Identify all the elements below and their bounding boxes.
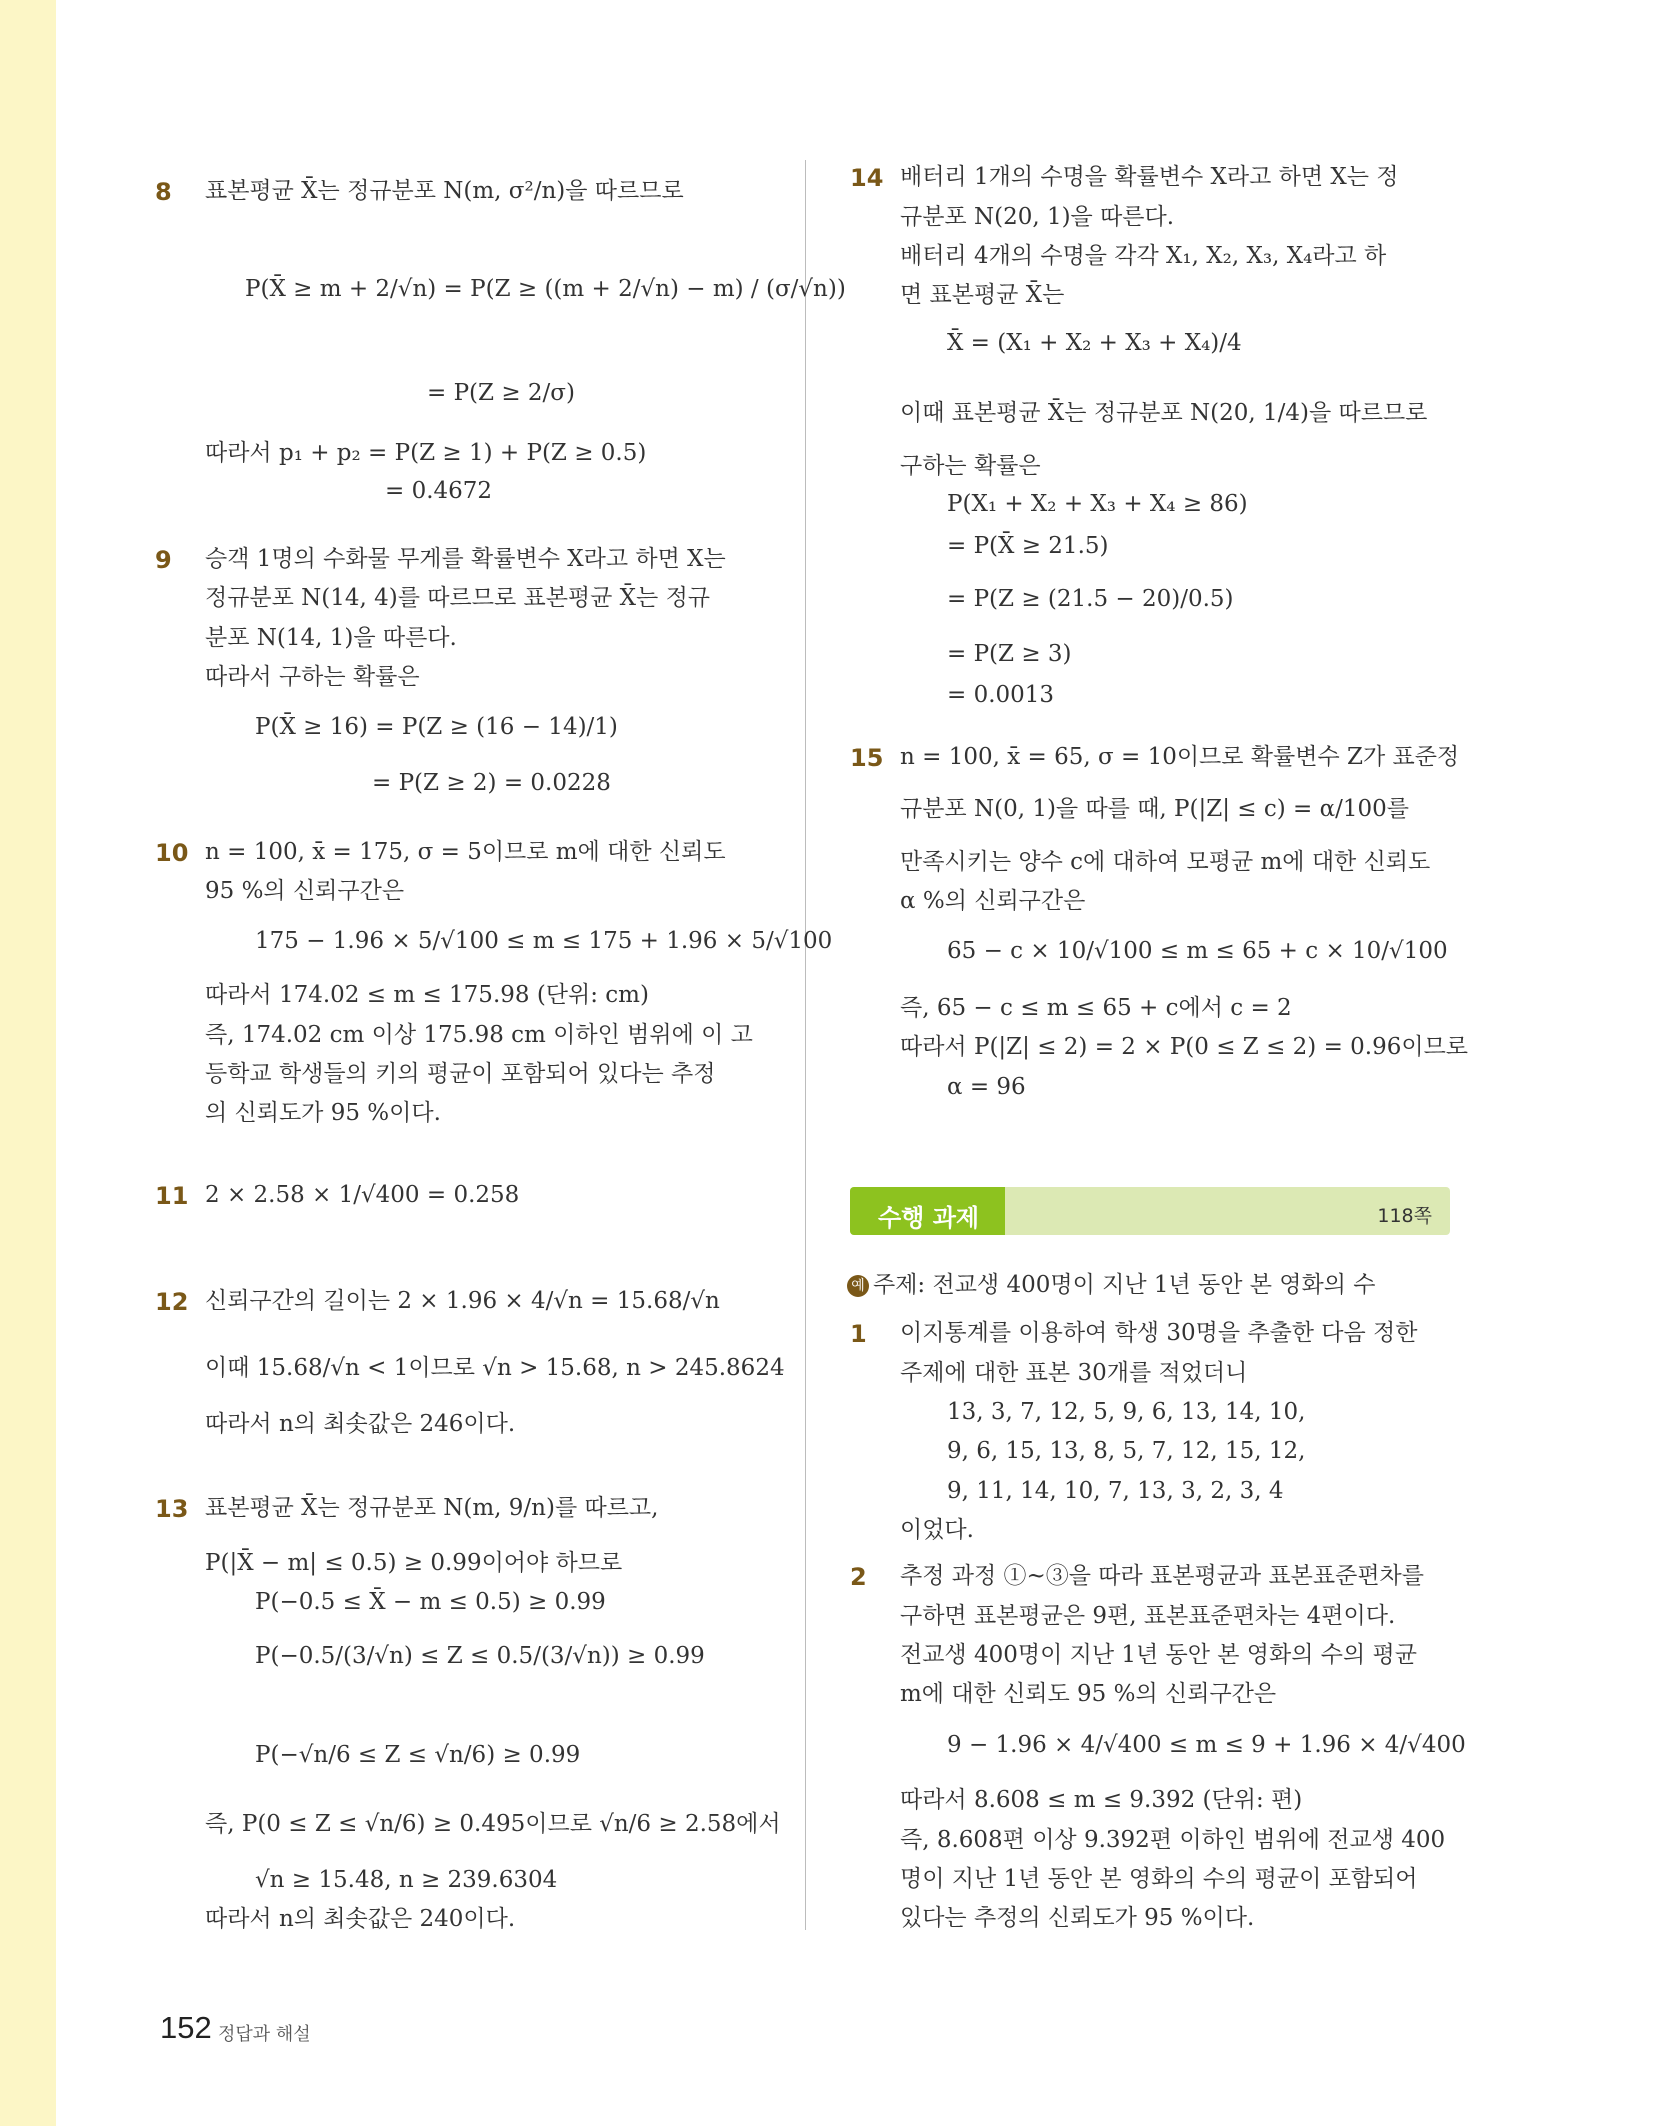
solution-12-line-2: 이때 15.68/√n < 1이므로 √n > 15.68, n > 245.8624 xyxy=(205,1355,785,1381)
solution-15-line-8: α = 96 xyxy=(947,1074,1026,1100)
solution-10-line-7: 의 신뢰도가 95 %이다. xyxy=(205,1100,441,1126)
task-2-line-1: 추정 과정 ①~③을 따라 표본평균과 표본표준편차를 xyxy=(900,1563,1424,1589)
page-number: 152 xyxy=(160,2010,212,2045)
solution-14-line-9: = P(X̄ ≥ 21.5) xyxy=(947,533,1109,559)
solution-15-line-4: α %의 신뢰구간은 xyxy=(900,888,1086,914)
problem-number-12: 12 xyxy=(155,1288,189,1316)
solution-13-line-8: 따라서 n의 최솟값은 240이다. xyxy=(205,1906,516,1932)
solution-10-line-6: 등학교 학생들의 키의 평균이 포함되어 있다는 추정 xyxy=(205,1061,716,1087)
task-tab xyxy=(850,1187,1005,1235)
task-section-header xyxy=(850,1187,1450,1235)
solution-14-line-10: = P(Z ≥ (21.5 − 20)/0.5) xyxy=(947,586,1234,612)
solution-10-line-3: 175 − 1.96 × 5/√100 ≤ m ≤ 175 + 1.96 × 5/√100 xyxy=(255,928,833,954)
page-section-label: 정답과 해설 xyxy=(218,2024,311,2045)
task-1-line-3: 13, 3, 7, 12, 5, 9, 6, 13, 14, 10, xyxy=(947,1399,1306,1425)
solution-14-line-5: X̄ = (X₁ + X₂ + X₃ + X₄)/4 xyxy=(947,330,1242,356)
solution-15-line-1: n = 100, x̄ = 65, σ = 10이므로 확률변수 Z가 표준정 xyxy=(900,744,1460,770)
solution-14-line-3: 배터리 4개의 수명을 각각 X₁, X₂, X₃, X₄라고 하 xyxy=(900,243,1387,269)
problem-number-9: 9 xyxy=(155,546,172,574)
task-2-line-2: 구하면 표본평균은 9편, 표본표준편차는 4편이다. xyxy=(900,1603,1396,1629)
problem-number-10: 10 xyxy=(155,839,189,867)
task-2-line-4: m에 대한 신뢰도 95 %의 신뢰구간은 xyxy=(900,1681,1277,1707)
task-2-line-7: 즉, 8.608편 이상 9.392편 이하인 범위에 전교생 400 xyxy=(900,1827,1446,1853)
solution-13-line-6: 즉, P(0 ≤ Z ≤ √n/6) ≥ 0.495이므로 √n/6 ≥ 2.58에서 xyxy=(205,1811,781,1837)
task-1-line-6: 이었다. xyxy=(900,1517,974,1543)
solution-15-line-7: 따라서 P(|Z| ≤ 2) = 2 × P(0 ≤ Z ≤ 2) = 0.96이므로 xyxy=(900,1034,1469,1060)
problem-number-14: 14 xyxy=(850,164,884,192)
solution-15-line-2: 규분포 N(0, 1)을 따를 때, P(|Z| ≤ c) = α/100를 xyxy=(900,796,1410,822)
task-2-line-3: 전교생 400명이 지난 1년 동안 본 영화의 수의 평균 xyxy=(900,1642,1417,1668)
solution-13-line-1: 표본평균 X̄는 정규분포 N(m, 9/n)를 따르고, xyxy=(205,1495,659,1521)
solution-8-line-5: = 0.4672 xyxy=(385,478,493,504)
column-divider xyxy=(805,160,806,1930)
solution-8-line-4: 따라서 p₁ + p₂ = P(Z ≥ 1) + P(Z ≥ 0.5) xyxy=(205,440,647,466)
solution-9-line-6: = P(Z ≥ 2) = 0.0228 xyxy=(372,770,611,796)
problem-number-8: 8 xyxy=(155,178,172,206)
task-1-line-1: 이지통계를 이용하여 학생 30명을 추출한 다음 정한 xyxy=(900,1320,1418,1346)
solution-9-line-3: 분포 N(14, 1)을 따른다. xyxy=(205,625,457,651)
solution-13-line-3: P(−0.5 ≤ X̄ − m ≤ 0.5) ≥ 0.99 xyxy=(255,1589,606,1615)
solution-9-line-5: P(X̄ ≥ 16) = P(Z ≥ (16 − 14)/1) xyxy=(255,714,618,740)
task-1-line-5: 9, 11, 14, 10, 7, 13, 3, 2, 3, 4 xyxy=(947,1478,1284,1504)
solution-14-line-6: 이때 표본평균 X̄는 정규분포 N(20, 1/4)을 따르므로 xyxy=(900,400,1428,426)
task-2-line-6: 따라서 8.608 ≤ m ≤ 9.392 (단위: 편) xyxy=(900,1787,1303,1813)
solution-13-line-2: P(|X̄ − m| ≤ 0.5) ≥ 0.99이어야 하므로 xyxy=(205,1550,623,1576)
solution-13-line-5: P(−√n/6 ≤ Z ≤ √n/6) ≥ 0.99 xyxy=(255,1742,581,1768)
task-page-ref: 118쪽 xyxy=(1377,1205,1432,1227)
solution-12-line-3: 따라서 n의 최솟값은 246이다. xyxy=(205,1411,516,1437)
task-topic-line xyxy=(847,1274,1375,1297)
solution-15-line-6: 즉, 65 − c ≤ m ≤ 65 + c에서 c = 2 xyxy=(900,995,1292,1021)
task-1-line-4: 9, 6, 15, 13, 8, 5, 7, 12, 15, 12, xyxy=(947,1438,1306,1464)
task-2-line-5: 9 − 1.96 × 4/√400 ≤ m ≤ 9 + 1.96 × 4/√400 xyxy=(947,1732,1466,1758)
solution-9-line-2: 정규분포 N(14, 4)를 따르므로 표본평균 X̄는 정규 xyxy=(205,585,711,611)
solution-8-line-2: P(X̄ ≥ m + 2/√n) = P(Z ≥ ((m + 2/√n) − m) / (σ/√n)) xyxy=(245,276,846,302)
task-2-line-9: 있다는 추정의 신뢰도가 95 %이다. xyxy=(900,1905,1255,1931)
task-2-line-8: 명이 지난 1년 동안 본 영화의 수의 평균이 포함되어 xyxy=(900,1866,1418,1892)
solution-14-line-1: 배터리 1개의 수명을 확률변수 X라고 하면 X는 정 xyxy=(900,164,1399,190)
solution-14-line-12: = 0.0013 xyxy=(947,682,1055,708)
task-topic: 주제: 전교생 400명이 지난 1년 동안 본 영화의 수 xyxy=(873,1272,1376,1298)
solution-8-line-3: = P(Z ≥ 2/σ) xyxy=(427,380,575,406)
solution-11-line-1: 2 × 2.58 × 1/√400 = 0.258 xyxy=(205,1182,520,1208)
problem-number-11: 11 xyxy=(155,1182,189,1210)
solution-14-line-2: 규분포 N(20, 1)을 따른다. xyxy=(900,204,1175,230)
solution-15-line-3: 만족시키는 양수 c에 대하여 모평균 m에 대한 신뢰도 xyxy=(900,849,1431,875)
example-badge: 예 xyxy=(847,1275,869,1297)
task-title: 수행 과제 xyxy=(878,1204,980,1232)
task-item-number-2: 2 xyxy=(850,1563,867,1591)
solution-10-line-1: n = 100, x̄ = 175, σ = 5이므로 m에 대한 신뢰도 xyxy=(205,839,726,865)
task-1-line-2: 주제에 대한 표본 30개를 적었더니 xyxy=(900,1360,1248,1386)
problem-number-13: 13 xyxy=(155,1495,189,1523)
task-item-number-1: 1 xyxy=(850,1320,867,1348)
solution-14-line-8: P(X₁ + X₂ + X₃ + X₄ ≥ 86) xyxy=(947,491,1248,517)
problem-number-15: 15 xyxy=(850,744,884,772)
solution-13-line-4: P(−0.5/(3/√n) ≤ Z ≤ 0.5/(3/√n)) ≥ 0.99 xyxy=(255,1643,705,1669)
solution-14-line-11: = P(Z ≥ 3) xyxy=(947,641,1072,667)
solution-9-line-1: 승객 1명의 수화물 무게를 확률변수 X라고 하면 X는 xyxy=(205,546,726,572)
solution-10-line-5: 즉, 174.02 cm 이상 175.98 cm 이하인 범위에 이 고 xyxy=(205,1022,753,1048)
solution-10-line-2: 95 %의 신뢰구간은 xyxy=(205,878,405,904)
solution-15-line-5: 65 − c × 10/√100 ≤ m ≤ 65 + c × 10/√100 xyxy=(947,938,1448,964)
margin-strip xyxy=(0,0,56,2126)
solution-14-line-4: 면 표본평균 X̄는 xyxy=(900,282,1065,308)
solution-8-line-1: 표본평균 X̄는 정규분포 N(m, σ²/n)을 따르므로 xyxy=(205,178,684,204)
solution-9-line-4: 따라서 구하는 확률은 xyxy=(205,664,420,690)
solution-14-line-7: 구하는 확률은 xyxy=(900,453,1041,479)
solution-12-line-1: 신뢰구간의 길이는 2 × 1.96 × 4/√n = 15.68/√n xyxy=(205,1288,720,1314)
solution-13-line-7: √n ≥ 15.48, n ≥ 239.6304 xyxy=(255,1867,558,1893)
solution-10-line-4: 따라서 174.02 ≤ m ≤ 175.98 (단위: cm) xyxy=(205,982,649,1008)
